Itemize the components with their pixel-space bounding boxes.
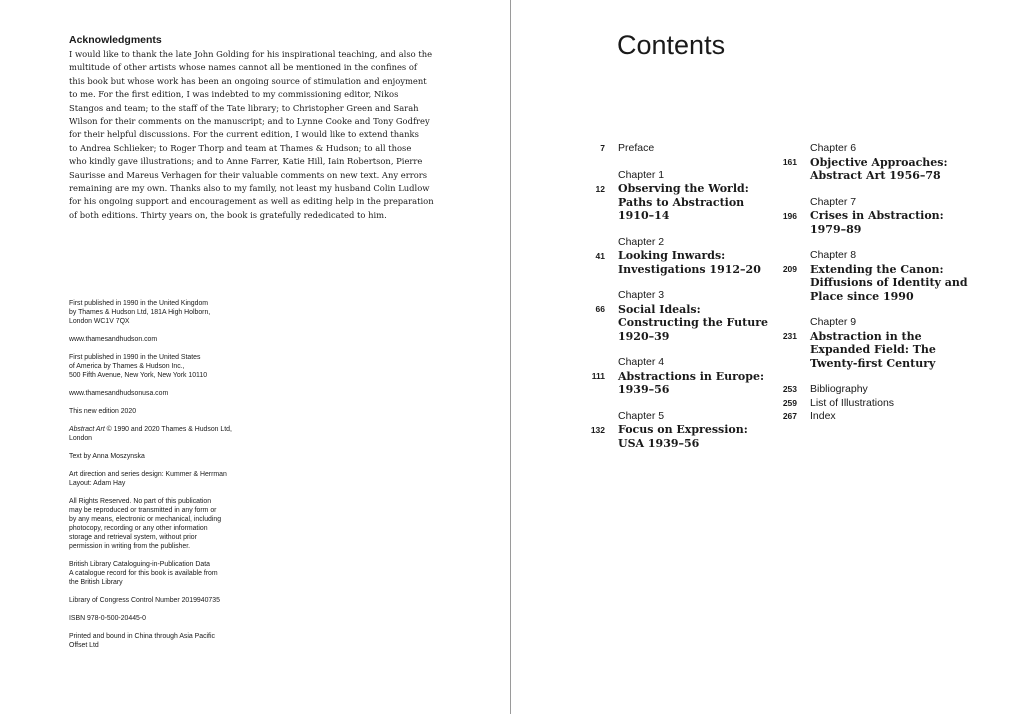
imprint-line: This new edition 2020 <box>69 408 137 415</box>
imprint-paragraph <box>69 335 269 344</box>
toc-chapter-title <box>810 263 972 304</box>
toc-title-line: Observing the World: <box>618 182 749 195</box>
imprint-line: the British Library <box>69 579 123 586</box>
imprint-paragraph <box>69 596 269 605</box>
acknowledgments-line: I would like to thank the late John Golding for his inspirational teaching, and also the <box>69 49 433 59</box>
toc-title-line: Place since 1990 <box>810 289 914 303</box>
toc-page-number: 66 <box>595 304 605 314</box>
toc-title-line: Constructing the Future <box>618 316 769 329</box>
copyright-text: © 1990 and 2020 Thames & Hudson Ltd, <box>104 426 232 433</box>
imprint-line: London WC1V 7QX <box>69 318 130 325</box>
toc-column-2 <box>752 142 972 437</box>
toc-section-title: List of Illustrations <box>810 396 895 409</box>
toc-chapter-title <box>618 369 765 397</box>
toc-entry-chapter-4[interactable] <box>560 356 765 397</box>
imprint-line: First published in 1990 in the United Kingdom <box>69 300 209 307</box>
imprint-line: London <box>69 435 92 442</box>
imprint-line: permission in writing from the publisher. <box>69 543 191 550</box>
acknowledgments-line: Saurisse and Mareus Verhagen for their valuable comments on new text. Any errors <box>69 169 428 180</box>
acknowledgments-line: this book but whose work has been an ongoing source of stimulation and enjoyment <box>69 75 427 86</box>
acknowledgments-line: who kindly gave illustrations; and to Anne Farrer, Katie Hill, Iain Robertson, Pierre <box>69 156 423 167</box>
acknowledgments-line: multitude of other artists whose names cannot all be mentioned in the confines of <box>69 62 418 73</box>
acknowledgments-line: Stangos and team; to the staff of the Tate library; to Christopher Green and Sarah <box>69 102 419 113</box>
acknowledgments-line: for their helpful discussions. For the current edition, I would like to extend thanks <box>69 129 419 140</box>
imprint-line: photocopy, recording or any other information <box>69 525 208 532</box>
imprint-line: of America by Thames & Hudson Inc., <box>69 363 185 370</box>
acknowledgments-line: remaining are my own. Thanks also to my family, not least my husband Colin Ludlow <box>69 183 430 194</box>
toc-title-line: 1920–39 <box>618 329 670 343</box>
toc-entry-chapter-2[interactable] <box>560 236 760 277</box>
imprint-line: Offset Ltd <box>69 642 99 649</box>
toc-title-line: Social Ideals: <box>618 302 701 316</box>
toc-title-line: Abstractions in Europe: <box>618 369 765 383</box>
toc-entry-bibliography[interactable] <box>752 383 972 397</box>
imprint-line: may be reproduced or transmitted in any form or <box>69 507 217 514</box>
acknowledgments-line: Wilson for their comments on the manuscript; and to Lynne Cooke and Tony Godfrey <box>69 116 430 127</box>
contents-heading: Contents <box>617 30 726 60</box>
toc-chapter-label: Chapter 8 <box>810 249 857 261</box>
toc-page-number: 161 <box>782 157 797 167</box>
imprint-line: Art direction and series design: Kummer & Herrman <box>69 471 227 478</box>
imprint-paragraph <box>69 497 269 551</box>
imprint-paragraph <box>69 407 269 416</box>
toc-page-number: 7 <box>600 143 605 153</box>
toc-title-line: Abstract Art 1956–78 <box>810 169 941 182</box>
acknowledgments-line: of both editions. Thirty years on, the book is gratefully rededicated to him. <box>69 209 387 220</box>
imprint-paragraph <box>69 389 269 398</box>
imprint-paragraph <box>69 614 269 623</box>
toc-title-line: Paths to Abstraction <box>618 195 745 209</box>
imprint-block <box>69 299 269 659</box>
imprint-line: First published in 1990 in the United States <box>69 354 201 361</box>
acknowledgments-heading: Acknowledgments <box>69 34 162 46</box>
toc-section-title: Preface <box>618 142 655 154</box>
toc-title-line: Focus on Expression: <box>618 423 748 436</box>
toc-title-line: 1939–56 <box>618 383 670 396</box>
imprint-line: Printed and bound in China through Asia Pacific <box>69 633 215 640</box>
toc-page-number: 231 <box>782 331 797 341</box>
toc-chapter-label: Chapter 2 <box>618 235 665 248</box>
imprint-line: by any means, electronic or mechanical, including <box>69 516 222 523</box>
toc-title-line: Abstraction in the <box>810 329 922 343</box>
toc-chapter-label: Chapter 1 <box>618 168 665 181</box>
acknowledgments-line: to me. For the first edition, I was indebted to my commissioning editor, Nikos <box>69 89 399 100</box>
toc-title-line: Objective Approaches: <box>810 155 948 169</box>
toc-chapter-title <box>618 182 760 223</box>
toc-page-number: 12 <box>595 183 605 194</box>
imprint-paragraph <box>69 452 269 461</box>
copyright-line <box>69 425 269 434</box>
imprint-line: storage and retrieval system, without prior <box>69 534 197 541</box>
imprint-paragraph <box>69 632 269 650</box>
acknowledgments-line: for his ongoing support and encouragement as well as editing help in the preparation <box>69 196 434 207</box>
imprint-line: British Library Cataloguing-in-Publication Data <box>69 561 210 568</box>
toc-chapter-title <box>810 209 972 236</box>
imprint-line: Library of Congress Control Number 2019940735 <box>69 597 220 604</box>
toc-title-line: USA 1939–56 <box>618 436 700 450</box>
toc-chapter-title <box>618 423 760 450</box>
toc-page-number: 209 <box>782 264 797 274</box>
toc-page-number: 41 <box>595 250 605 261</box>
toc-chapter-title <box>810 330 972 371</box>
toc-title-line: 1979–89 <box>810 222 862 236</box>
toc-entry-chapter-9[interactable] <box>752 316 972 370</box>
toc-section-title: Bibliography <box>810 383 868 395</box>
acknowledgments-line: to Andrea Schlieker; to Roger Thorp and team at Thames & Hudson; to all those <box>69 142 412 153</box>
toc-page-number: 267 <box>782 411 797 421</box>
imprint-paragraph <box>69 299 269 326</box>
toc-title-line: Looking Inwards: <box>618 249 726 262</box>
toc-title-line: Expanded Field: The <box>810 343 936 356</box>
imprint-paragraph <box>69 470 269 488</box>
book-title-italic: Abstract Art <box>69 426 105 433</box>
imprint-paragraph <box>69 560 269 587</box>
toc-title-line: 1910–14 <box>618 209 670 222</box>
toc-page-number: 111 <box>591 371 605 381</box>
toc-column-1 <box>560 142 769 463</box>
toc-chapter-title <box>810 156 972 183</box>
toc-chapter-title <box>618 302 769 344</box>
toc-section-title: Index <box>810 410 836 422</box>
imprint-line: 500 Fifth Avenue, New York, New York 10110 <box>69 372 208 379</box>
imprint-line: www.thamesandhudson.com <box>69 336 158 343</box>
toc-chapter-title <box>618 249 760 276</box>
imprint-line: Layout: Adam Hay <box>69 480 126 487</box>
toc-chapter-label: Chapter 5 <box>618 409 665 422</box>
toc-title-line: Diffusions of Identity and <box>810 276 968 289</box>
imprint-line: All Rights Reserved. No part of this publication <box>69 498 212 505</box>
toc-entry-chapter-6[interactable] <box>752 142 972 183</box>
toc-page-number: 259 <box>782 397 797 408</box>
toc-title-line: Investigations 1912–20 <box>618 262 761 276</box>
toc-page-number: 253 <box>782 384 797 394</box>
toc-chapter-label: Chapter 6 <box>810 142 857 154</box>
toc-chapter-label: Chapter 7 <box>810 195 857 208</box>
toc-entry-chapter-8[interactable] <box>752 249 972 303</box>
toc-page-number: 132 <box>590 424 605 435</box>
toc-chapter-label: Chapter 4 <box>618 356 665 368</box>
imprint-paragraph <box>69 425 269 443</box>
imprint-paragraph <box>69 353 269 380</box>
toc-chapter-label: Chapter 9 <box>810 316 857 328</box>
toc-entry-chapter-7[interactable] <box>752 196 972 237</box>
toc-chapter-label: Chapter 3 <box>618 289 665 301</box>
toc-title-line: Extending the Canon: <box>810 262 944 276</box>
toc-entry-chapter-3[interactable] <box>560 289 769 343</box>
toc-title-line: Twenty-first Century <box>810 356 936 370</box>
toc-entry-chapter-5[interactable] <box>560 410 760 451</box>
imprint-line: Text by Anna Moszynska <box>69 453 145 460</box>
toc-entry-chapter-1[interactable] <box>560 169 760 223</box>
imprint-line: www.thamesandhudsonusa.com <box>69 390 169 397</box>
acknowledgments-text <box>69 48 434 222</box>
toc-page-number: 196 <box>782 210 797 221</box>
toc-entry-preface[interactable] <box>560 142 760 156</box>
toc-title-line: Crises in Abstraction: <box>810 209 944 222</box>
toc-entry-index[interactable] <box>752 410 972 424</box>
toc-entry-list-of-illustrations[interactable] <box>752 397 972 411</box>
imprint-line: ISBN 978-0-500-20445-0 <box>69 615 146 622</box>
imprint-line: by Thames & Hudson Ltd, 181A High Holborn, <box>69 309 211 316</box>
imprint-line: A catalogue record for this book is available from <box>69 570 218 577</box>
